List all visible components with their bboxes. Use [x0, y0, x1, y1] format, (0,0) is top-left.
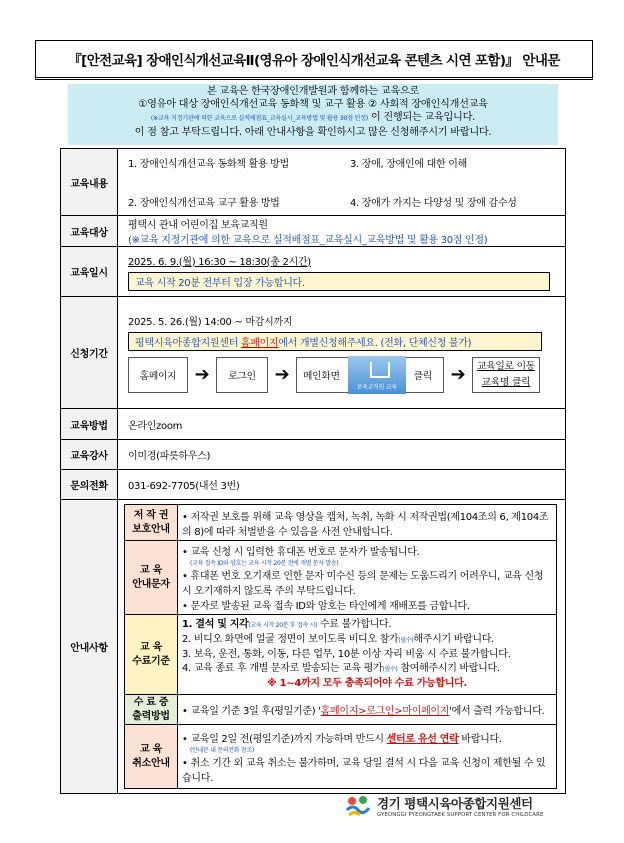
notice-line3-small: (※교육 지정기관에 의한 교육으로 실적배점표_교육실시_교육방법 및 활용 30점 인정)	[150, 115, 368, 123]
criteria-l4-small: (필수)	[382, 666, 398, 673]
criteria-l5: ※ 1~4까지 모두 충족되어야 수료 가능합니다.	[267, 678, 467, 689]
flow-goto-date: 교육일로 이동	[477, 360, 535, 372]
flow-click-title: 교육명 클릭	[481, 376, 531, 388]
criteria-cell	[178, 615, 557, 695]
sms-cell	[178, 541, 557, 615]
staff-education-banner	[348, 356, 406, 394]
footer-logo	[345, 794, 543, 818]
book-icon	[370, 362, 390, 378]
cancel-l1-small: (안내문 내 문의전화 참조)	[190, 746, 254, 754]
flow-main	[296, 357, 444, 393]
info-table	[60, 148, 566, 794]
row-guide	[61, 500, 566, 794]
flow-goto	[472, 357, 540, 393]
label-phone: 문의전화	[61, 470, 118, 500]
criteria-l4-b: 참여해주시기 바랍니다.	[397, 663, 500, 674]
certificate-a: • 교육일 기준 3일 후(평일기준) '	[182, 706, 321, 717]
sms-l3: • 문자로 발송된 교육 접속 ID와 암호는 타인에게 재배포를 금합니다.	[182, 601, 470, 612]
row-target	[61, 216, 566, 247]
content-cell	[118, 149, 566, 216]
flow-click: 클릭	[413, 370, 432, 382]
target-line1: 평택시 관내 어린이집 보육교직원	[128, 220, 268, 231]
date-cell	[118, 247, 566, 297]
label-sms: 교 육 안내문자	[125, 541, 178, 615]
content-item-4: 4. 장애가 가지는 다양성 및 장애 감수성	[350, 198, 517, 209]
lecturer-value: 이미경(파릇하우스)	[118, 440, 566, 470]
center-logo-icon	[345, 794, 371, 818]
label-apply: 신청기간	[61, 297, 118, 409]
label-cancel: 교 육 취소안내	[125, 725, 178, 789]
label-date: 교육일시	[61, 247, 118, 297]
criteria-l2-b: 해주시기 바랍니다.	[413, 634, 495, 645]
cancel-l1-a: • 교육일 2일 전(평일기준)까지 가능하며 반드시	[182, 733, 387, 745]
content-item-3: 3. 장애, 장애인에 대한 이해	[350, 159, 467, 170]
guide-certificate	[125, 695, 557, 725]
target-line2: (※교육 지정기관에 의한 교육으로 실적배점표_교육실시_교육방법 및 활용 30점 인정)	[128, 235, 488, 246]
notice-line3-tail: 이 진행되는 교육입니다.	[367, 112, 476, 124]
row-lecturer	[61, 440, 566, 470]
arrow-right-icon: ➔	[450, 364, 466, 385]
apply-cell	[118, 297, 566, 409]
flow-main-label: 메인화면	[303, 370, 340, 382]
content-item-2: 2. 장애인식개선교육 교구 활용 방법	[128, 198, 280, 209]
cancel-l1-c: 바랍니다.	[458, 733, 502, 745]
target-cell	[118, 216, 566, 247]
criteria-l2-small: (필수)	[398, 637, 414, 644]
row-date	[61, 247, 566, 297]
row-phone	[61, 470, 566, 500]
guide-criteria	[125, 615, 557, 695]
date-line2: 교육 시작 20분 전부터 입장 가능합니다.	[128, 272, 550, 291]
apply-flow	[128, 357, 559, 393]
copyright-text: • 저작권 보호를 위해 교육 영상을 캡처, 녹취, 녹화 시 저작권법(제104조의 6, 제104조의 8)에 따라 처벌받을 수 있음을 사전 안내합니다.	[178, 505, 557, 541]
notice-line4: 이 점 참고 부탁드립니다. 아래 안내사항을 확인하시고 많은 신청해주시기 바랍니다.	[134, 126, 492, 138]
label-copyright: 저 작 권 보호안내	[125, 505, 178, 541]
content-item-1: 1. 장애인식개선교육 동화책 활용 방법	[128, 159, 289, 170]
criteria-l2-a: 2. 비디오 화면에 얼굴 정면이 보이도록 비디오 참가	[182, 634, 399, 645]
notice-box	[68, 84, 558, 145]
cancel-l1	[182, 730, 552, 745]
guide-sms	[125, 541, 557, 615]
flow-homepage: 홈페이지	[128, 357, 188, 393]
footer-name: 경기 평택시육아종합지원센터	[377, 796, 533, 811]
row-apply	[61, 297, 566, 409]
flow-login: 로그인	[216, 357, 268, 393]
guide-table	[124, 504, 557, 789]
guide-cell	[118, 500, 566, 794]
criteria-l4	[182, 662, 552, 677]
label-method: 교육방법	[61, 409, 118, 440]
criteria-l3: 3. 보육, 운전, 통화, 이동, 다른 업무, 10분 이상 자리 비움 시 수료 불가합니다.	[182, 649, 511, 660]
label-guide: 안내사항	[61, 500, 118, 794]
notice-line3	[68, 111, 558, 125]
label-target: 교육대상	[61, 216, 118, 247]
footer-english: GYEONGGI PYEONGTAEK SUPPORT CENTER FOR CHILDCARE	[377, 812, 544, 818]
phone-value: 031-692-7705(내선 3번)	[118, 470, 566, 500]
notice-line1: 본 교육은 한국장애인개발원과 함께하는 교육으로	[206, 86, 420, 97]
criteria-l4-a: 4. 교육 종료 후 개별 문자로 발송되는 교육 평가	[182, 663, 383, 674]
sms-l1: • 교육 신청 시 입력한 휴대폰 번호로 문자가 발송됩니다.	[182, 547, 420, 558]
criteria-l1-small: (교육 시작 20분 후 접속 시)	[248, 622, 318, 629]
row-content	[61, 149, 566, 216]
label-content: 교육내용	[61, 149, 118, 216]
sms-l2: • 휴대폰 번호 오기재로 인한 문자 미수신 등의 문제는 도움드리기 어려우니, 교육 신청 시 오기재하지 않도록 주의 부탁드립니다.	[182, 571, 544, 597]
label-lecturer: 교육강사	[61, 440, 118, 470]
method-value: 온라인zoom	[118, 409, 566, 440]
guide-copyright	[125, 505, 557, 541]
guide-cancel	[125, 725, 557, 789]
notice-line2: ①영유아 대상 장애인식개선교육 동화책 및 교구 활용 ② 사회적 장애인식개선교육	[138, 99, 488, 111]
sms-l1-small: (교육 접속 ID와 암호는 교육 시작 20분 전에 개별 문자 발송)	[190, 560, 339, 567]
row-method	[61, 409, 566, 440]
apply-line2	[128, 332, 542, 351]
cancel-cell	[178, 725, 557, 789]
arrow-right-icon: ➔	[274, 364, 290, 385]
apply-line1: 2025. 5. 26.(월) 14:00 ~ 마감시까지	[128, 316, 293, 328]
apply-homepage: 홈페이지	[240, 337, 279, 349]
certificate-path: 홈페이지>로그인>마이페이지	[320, 706, 450, 717]
apply-center: 평택시육아종합지원센터	[135, 337, 241, 349]
label-certificate: 수 료 증 출력방법	[125, 695, 178, 725]
criteria-l1-b: 수료 불가합니다.	[317, 619, 392, 630]
date-line1: 2025. 6. 9.(월) 16:30 ~ 18:30(총 2시간)	[128, 256, 311, 268]
cancel-l2: • 취소 기간 외 교육 취소는 불가하며, 교육 당일 결석 시 다음 교육 신청이 제한될 수 있습니다.	[182, 757, 546, 784]
criteria-l1-a: 1. 결석 및 지각	[182, 619, 249, 630]
certificate-cell	[178, 695, 557, 725]
criteria-l1	[182, 618, 552, 633]
cancel-l1-b: 센터로 유선 연락	[386, 733, 459, 745]
apply-rest: 에서 개별신청해주세요. (전화, 단체신청 불가)	[278, 337, 472, 349]
criteria-l2	[182, 633, 552, 648]
certificate-c: '에서 출력 가능합니다.	[449, 706, 545, 717]
banner-label: 보육교직원 교육	[356, 383, 397, 391]
label-criteria: 교 육 수료기준	[125, 615, 178, 695]
page-title: 『[안전교육] 장애인식개선교육Ⅱ(영유아 장애인식개선교육 콘텐츠 시연 포함)』 안내문	[35, 40, 593, 80]
arrow-right-icon: ➔	[194, 364, 210, 385]
